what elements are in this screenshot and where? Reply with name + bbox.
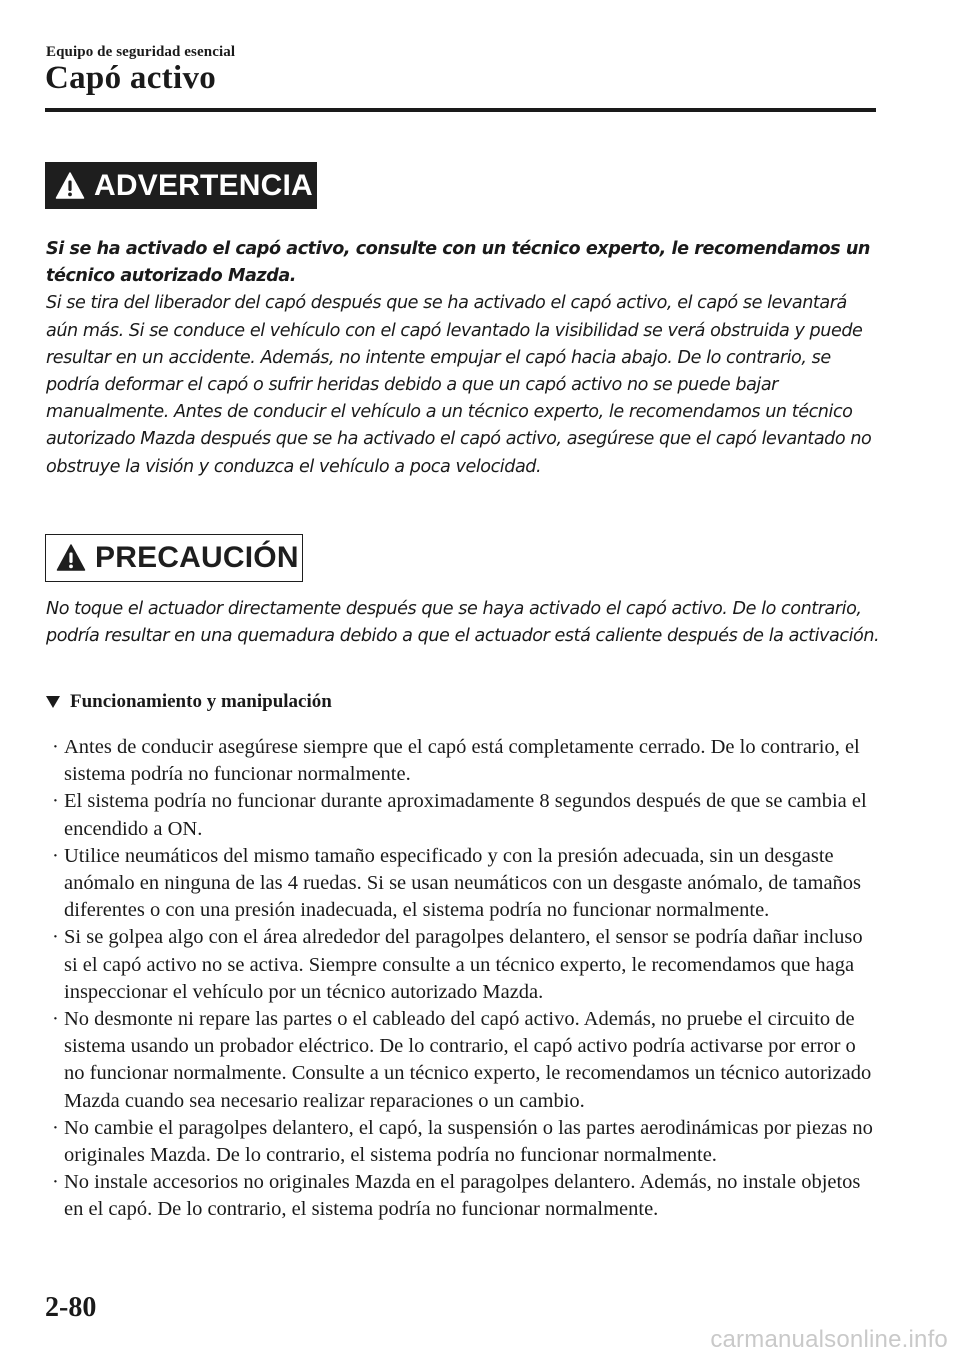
list-item [46,924,876,1006]
down-triangle-icon [46,695,60,709]
page-title: Capó activo [45,60,217,96]
advertencia-body: Si se tira del liberador del capó después que se ha activado el capó activo, el capó se levantará aún más. Si se conduce el vehículo con el capó levantado la visibilidad se verá obstruida y puede resultar en un accidente. Además, no intente empujar el capó hacia abajo. De lo contrario, se podría deformar el capó o sufrir heridas debido a que un capó activo no se puede bajar manualmente. Antes de conducir el vehículo a un técnico experto, le recomendamos un técnico autorizado Mazda después que se ha activado el capó activo, asegúrese que el capó levantado no obstruye la visión y conduzca el vehículo a poca velocidad. [46,293,872,477]
advertencia-label-box [45,162,317,209]
list-item-text: Si se golpea algo con el área alrededor del paragolpes delantero, el sensor se podría dañar incluso si el capó activo no se activa. Siempre consulte a un técnico experto, le recomendamos que haga inspeccionar el vehículo por un técnico autorizado Mazda. [64,926,863,1003]
bullet-glyph: · [52,926,59,949]
advertencia-lead: Si se ha activado el capó activo, consulte con un técnico experto, le recomendamos un técnico autorizado Mazda. [46,239,870,287]
page-number: 2-80 [45,1292,97,1323]
list-item [46,1115,876,1169]
watermark: carmanualsonline.info [710,1326,948,1353]
title-rule [45,108,876,112]
bullet-glyph: · [52,844,59,867]
advertencia-label: ADVERTENCIA [94,168,313,202]
list-item-text: No cambie el paragolpes delantero, el capó, la suspensión o las partes aerodinámicas por piezas no originales Mazda. De lo contrario, el sistema podría no funcionar normalmente. [64,1116,873,1167]
list-item-text: No instale accesorios no originales Mazda en el paragolpes delantero. Además, no instale objetos en el capó. De lo contrario, el sistema podría no funcionar normalmente. [64,1171,861,1221]
list-item [46,734,876,788]
precaucion-label-box [45,534,303,582]
bullet-glyph: · [52,790,59,813]
bullet-glyph: · [52,736,59,758]
bullet-glyph: · [52,1116,59,1139]
list-item-text: El sistema podría no funcionar durante aproximadamente 8 segundos después de que se cambia el encendido a ON. [64,790,867,840]
warning-triangle-icon [56,543,86,573]
section-label: Equipo de seguridad esencial [46,44,236,60]
list-item [46,788,876,842]
bullet-glyph: · [52,1171,59,1194]
bullet-glyph: · [52,1008,59,1031]
precaucion-body: No toque el actuador directamente después que se haya activado el capó activo. De lo contrario, podría resultar en una quemadura debido a que el actuador está caliente después de la activación. [46,599,880,647]
list-item-text: Utilice neumáticos del mismo tamaño especificado y con la presión adecuada, sin un desgaste anómalo en ninguna de las 4 ruedas. Si se usan neumáticos con un desgaste anómalo, de tamaños diferentes o con una presión inadecuada, el sistema podría no funcionar normalmente. [64,844,862,922]
list-item-text: No desmonte ni repare las partes o el cableado del capó activo. Además, no pruebe el circuito de sistema usando un probador eléctrico. De lo contrario, el capó activo podría activarse por error o no funcionar normalmente. Consulte a un técnico experto, le recomendamos un técnico autorizado Mazda cuando sea necesario realizar reparaciones o un cambio. [64,1008,872,1112]
list-item [46,843,876,925]
warning-triangle-icon [55,171,85,201]
list-item [46,1169,876,1223]
operation-heading-text: Funcionamiento y manipulación [70,691,332,712]
operation-heading [46,691,332,713]
list-item-text: Antes de conducir asegúrese siempre que el capó está completamente cerrado. De lo contrario, el sistema podría no funcionar normalmente. [64,736,860,786]
operation-list [46,734,876,1224]
list-item [46,1006,876,1115]
precaucion-label: PRECAUCIÓN [95,541,299,574]
advertencia-text [46,236,881,481]
precaucion-text [46,596,881,650]
